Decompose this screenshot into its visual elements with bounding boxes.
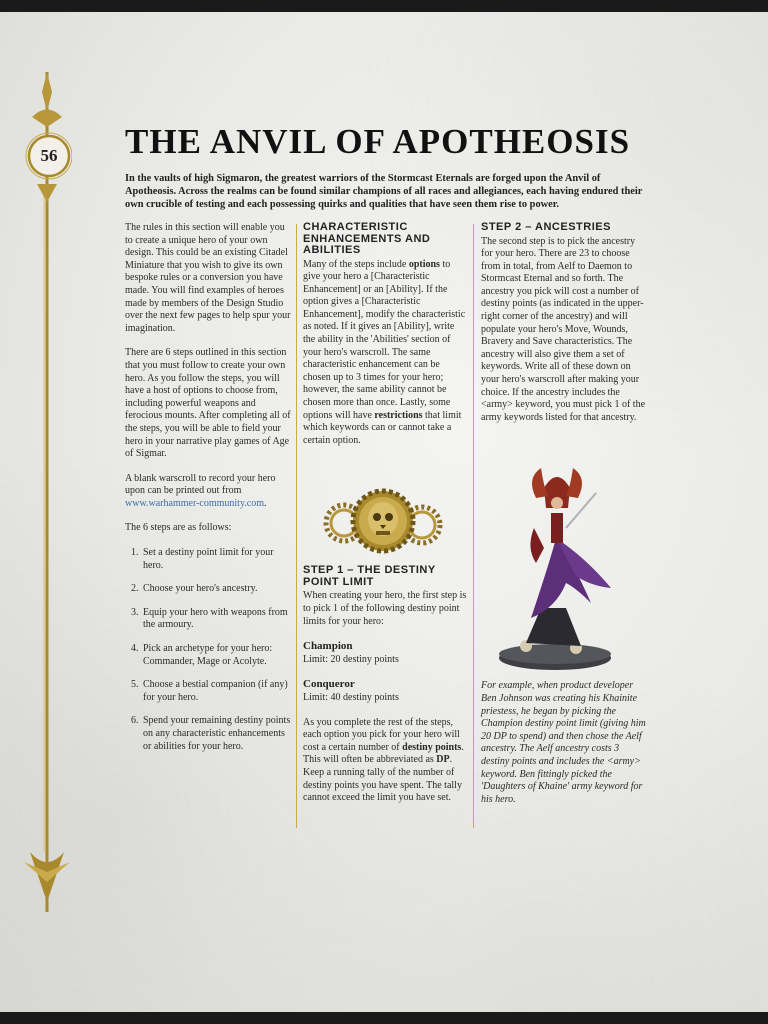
text-run: Many of the steps include [303, 258, 409, 270]
list-item: 3. Equip your hero with weapons from the armoury. [141, 607, 293, 632]
col1-paragraph-1: The rules in this section will enable you to create a unique hero of your own design. This could be an existing Citadel Miniature that you wish to give its own bespoke rules or a conversion you have made. You will find examples of heroes made by members of the Design Studio over the next few pages to help spur your imagination. [125, 222, 291, 334]
page-title: THE ANVIL OF APOTHEOSIS [125, 122, 631, 161]
page-number: 56 [40, 146, 58, 165]
warscroll-text: A blank warscroll to record your hero upon can be printed out from [125, 472, 276, 497]
step1-paragraph: When creating your hero, the first step is to pick 1 of the following destiny point limits for your hero: [303, 590, 467, 627]
list-item: 6. Spend your remaining destiny points on any characteristic enhancements or abilities for your hero. [141, 715, 293, 753]
list-item: 2. Choose your hero's ancestry. [141, 583, 293, 596]
champion-label: Champion [303, 640, 353, 653]
skull-gears-illustration [322, 485, 444, 561]
conqueror-limit: Limit: 40 destiny points [303, 691, 399, 703]
conqueror-label: Conqueror [303, 678, 355, 691]
intro-paragraph: In the vaults of high Sigmaron, the greatest warriors of the Stormcast Eternals are forged upon the Anvil of Apotheosis. Across the realms can be found similar champions of all races and allegiances, each having endured their own crucible of testing and each possessing quirks and qualities that have seen them rise to power. [125, 173, 643, 210]
list-item: 1. Set a destiny point limit for your hero. [141, 547, 293, 572]
col3-paragraph-1: The second step is to pick the ancestry for your hero. There are 23 to choose from in total, from Aelf to Daemon to Stormcast Eternal and so forth. The ancestry you pick will cost a number of destiny points (as indicated in the upper-right corner of the ancestry) and will populate your hero's Move, Wounds, Bravery and Save characteristics. The ancestry will also give them a set of keywords. Write all of these down on your hero's warscroll after making your choice. If the ancestry includes the <army> keyword, you must pick 1 of the army keywords listed for that ancestry. [481, 235, 646, 423]
steps-list [125, 547, 293, 753]
example-caption: For example, when product developer Ben Johnson was creating his Khainite priestess, he began by picking the Champion destiny point limit (giving him 20 DP to spend) and then chose the Aelf ancestry. The Aelf ancestry costs 3 destiny points and includes the <army> keyword. Ben fittingly picked the 'Daughters of Khaine' army keyword for his hero. [481, 680, 646, 805]
bold-options: options [408, 258, 440, 270]
bold-restrictions: restrictions [374, 409, 423, 421]
champion-limit: Limit: 20 destiny points [303, 653, 399, 665]
col2-paragraph-1 [303, 259, 468, 448]
text-run: . This will often be abbreviated as [303, 741, 464, 766]
text-run: As you complete the rest of the steps, each option you pick for your hero will cost a certain number of [303, 716, 460, 753]
column-1 [125, 222, 293, 764]
book-page [0, 12, 768, 1012]
col2-paragraph-2 [303, 717, 468, 805]
list-item: 4. Pick an archetype for your hero: Commander, Mage or Acolyte. [141, 643, 293, 668]
bold-dp: DP [436, 754, 450, 766]
community-link[interactable]: www.warhammer-community.com [125, 497, 265, 509]
text-run: . Keep a running tally of the number of destiny points you have spent. The tally cannot exceed the limit you have set. [303, 754, 462, 804]
col1-paragraph-2: There are 6 steps outlined in this section that you must follow to create your own hero. As you follow the steps, you will have a host of options to choose from, including powerful weapons and ferocious mounts. After completing all of the steps, you will be able to field your hero in your narrative play games of Age of Sigmar. [125, 347, 291, 460]
text-run: to give your hero a [Characteristic Enhancement] or an [Ability]. If the option gives a [Characteristic Enhancement], modify the characteristic as noted. If it gives an [Ability], write the ability in the 'Abilities' section of your hero's warscroll. The same characteristic enhancement can be chosen up to 3 times for your hero; however, the same ability cannot be chosen more than once. Lastly, some options will have [303, 258, 466, 421]
ancestries-heading: STEP 2 – ANCESTRIES [481, 221, 611, 233]
column-divider-right [473, 224, 474, 828]
list-item: 5. Choose a bestial companion (if any) for your hero. [141, 679, 293, 704]
column-divider-left [296, 224, 297, 828]
characteristic-heading: CHARACTERISTIC ENHANCEMENTS AND ABILITIES [303, 221, 431, 256]
step1-heading: STEP 1 – THE DESTINY POINT LIMIT [303, 564, 436, 588]
gold-staff-ornament [22, 72, 72, 922]
khainite-priestess-miniature [496, 468, 614, 678]
bold-destiny-points: destiny points [402, 741, 462, 753]
col1-paragraph-3 [125, 473, 293, 511]
steps-intro: The 6 steps are as follows: [125, 522, 232, 534]
link-suffix: . [264, 497, 267, 509]
text-run: that limit which keywords can or cannot take a certain option. [303, 409, 462, 446]
